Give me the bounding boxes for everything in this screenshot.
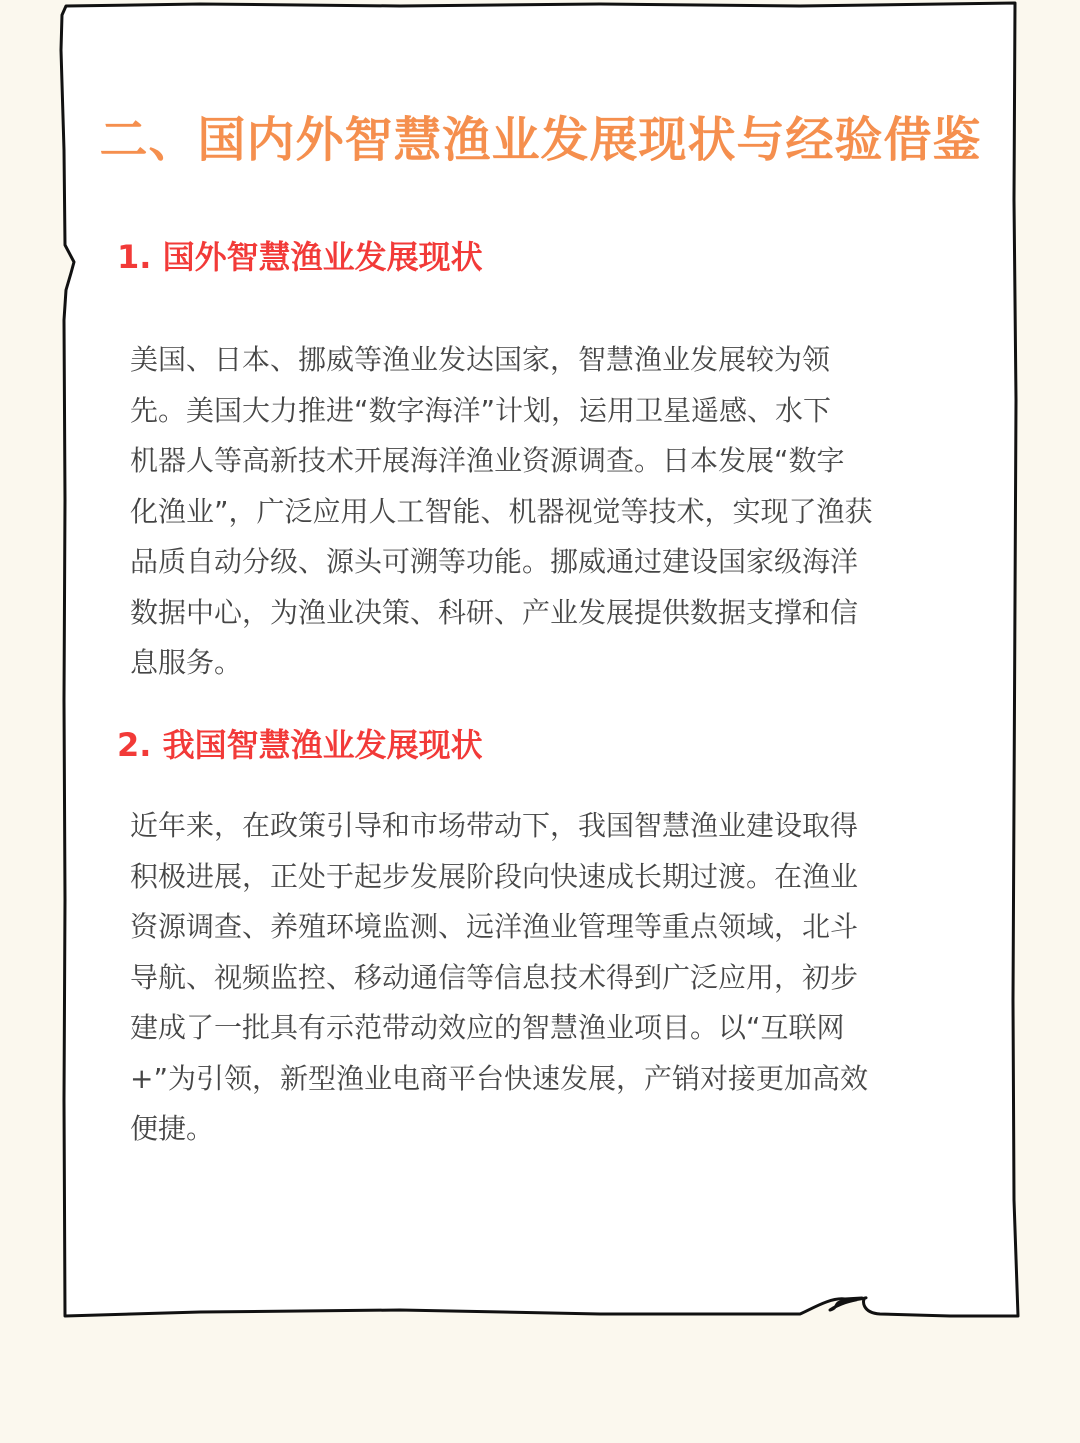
text-line: 美国、日本、挪威等渔业发达国家，智慧渔业发展较为领 xyxy=(130,343,831,376)
text-line: 积极进展，正处于起步发展阶段向快速成长期过渡。在渔业 xyxy=(130,859,859,893)
paragraph-foreign xyxy=(130,335,990,689)
main-title: 二、国内外智慧渔业发展现状与经验借鉴 xyxy=(99,112,982,168)
text-line: +”为引领，新型渔业电商平台快速发展，产销对接更加高效 xyxy=(130,1061,868,1095)
text-line: 建成了一批具有示范带动效应的智慧渔业项目。以“互联网 xyxy=(130,1011,845,1044)
text-line: 化渔业”，广泛应用人工智能、机器视觉等技术，实现了渔获 xyxy=(130,494,873,528)
text-line: 先。美国大力推进“数字海洋”计划，运用卫星遥感、水下 xyxy=(130,393,832,427)
text-line: 近年来，在政策引导和市场带动下，我国智慧渔业建设取得 xyxy=(130,809,859,842)
section-heading-foreign: 1. 国外智慧渔业发展现状 xyxy=(117,238,483,276)
text-line: 便捷。 xyxy=(130,1112,215,1145)
text-line: 机器人等高新技术开展海洋渔业资源调查。日本发展“数字 xyxy=(130,444,845,477)
text-line: 资源调查、养殖环境监测、远洋渔业管理等重点领域，北斗 xyxy=(130,910,859,943)
text-line: 品质自动分级、源头可溯等功能。挪威通过建设国家级海洋 xyxy=(130,545,859,578)
paragraph-domestic xyxy=(130,801,990,1155)
text-line: 数据中心，为渔业决策、科研、产业发展提供数据支撑和信 xyxy=(130,595,859,629)
text-line: 息服务。 xyxy=(130,646,243,679)
section-heading-domestic: 2. 我国智慧渔业发展现状 xyxy=(117,726,483,764)
text-line: 导航、视频监控、移动通信等信息技术得到广泛应用，初步 xyxy=(130,960,859,994)
